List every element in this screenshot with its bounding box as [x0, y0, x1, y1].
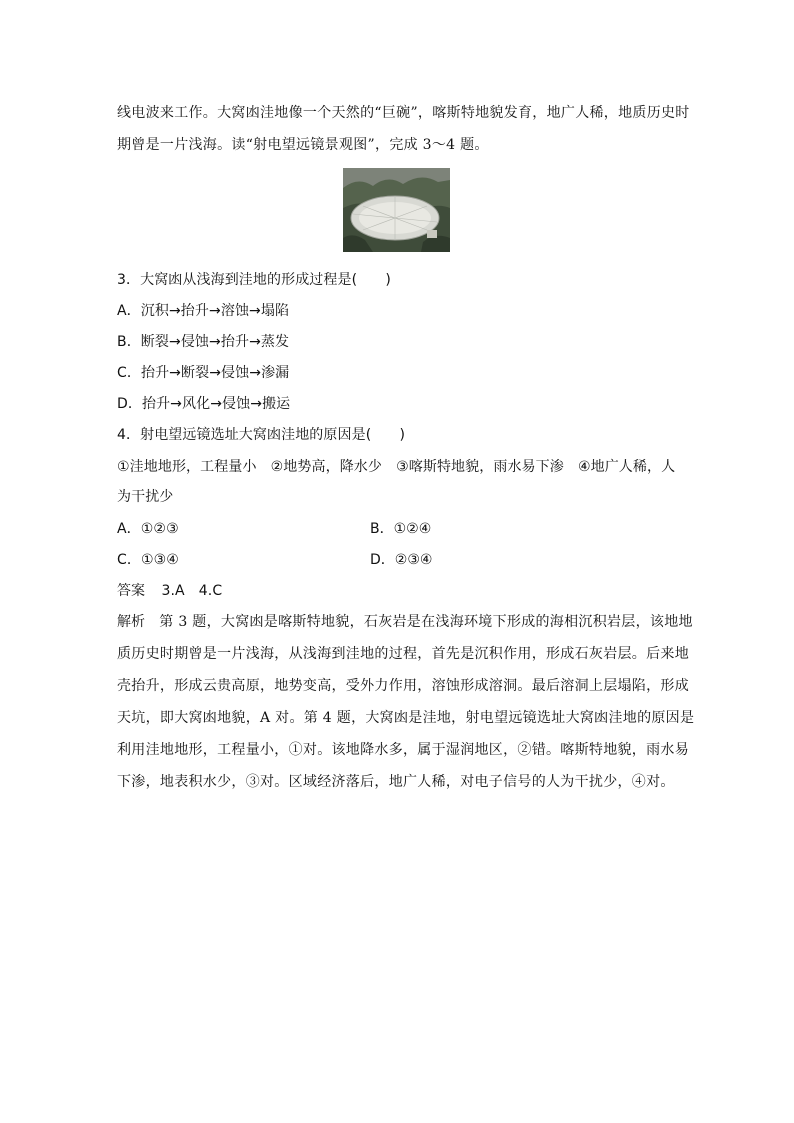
analysis-line-6: 下渗，地表积水少，③对。区域经济落后，地广人稀，对电子信号的人为干扰少，④对。 [117, 774, 675, 790]
intro-line-1: 线电波来工作。大窝凼洼地像一个天然的“巨碗”，喀斯特地貌发育，地广人稀，地质历史时 [117, 105, 690, 121]
answer-line [117, 582, 687, 600]
question-4-option-b: B．①②④ [370, 521, 432, 537]
question-4-statements-line-2: 为干扰少 [117, 489, 174, 505]
question-3-stem: 3．大窝凼从浅海到洼地的形成过程是( ) [117, 272, 391, 288]
question-3-option-b: B．断裂→侵蚀→抬升→蒸发 [117, 334, 290, 350]
question-4-statements-line-1: ①洼地地形，工程量小 ②地势高，降水少 ③喀斯特地貌，雨水易下渗 ④地广人稀，人 [117, 459, 676, 475]
analysis-line-4: 天坑，即大窝凼地貌，A 对。第 4 题，大窝凼是洼地，射电望远镜选址大窝凼洼地的原因是 [117, 710, 695, 726]
question-4-option-d: D．②③④ [370, 552, 433, 568]
answer-label: 答案 [117, 583, 145, 599]
question-3-option-d: D．抬升→风化→侵蚀→搬运 [117, 396, 291, 412]
answer-value: 3.A 4.C [161, 583, 223, 599]
analysis-line-1 [117, 613, 693, 631]
question-4-option-c: C．①③④ [117, 552, 179, 568]
analysis-label: 解析 [117, 614, 145, 630]
analysis-text-1: 第 3 题，大窝凼是喀斯特地貌，石灰岩是在浅海环境下形成的海相沉积岩层，该地地 [145, 614, 693, 630]
question-4-stem: 4．射电望远镜选址大窝凼洼地的原因是( ) [117, 427, 406, 443]
question-3-option-a: A．沉积→抬升→溶蚀→塌陷 [117, 303, 290, 319]
analysis-line-5: 利用洼地地形，工程量小，①对。该地降水多，属于湿润地区，②错。喀斯特地貌，雨水易 [117, 742, 689, 758]
question-4-option-a: A．①②③ [117, 521, 179, 537]
intro-line-2: 期曾是一片浅海。读“射电望远镜景观图”，完成 3～4 题。 [117, 137, 489, 153]
analysis-line-3: 壳抬升，形成云贵高原，地势变高，受外力作用，溶蚀形成溶洞。最后溶洞上层塌陷，形成 [117, 678, 689, 694]
analysis-line-2: 质历史时期曾是一片浅海，从浅海到洼地的过程，首先是沉积作用，形成石灰岩层。后来地 [117, 646, 689, 662]
question-3-option-c: C．抬升→断裂→侵蚀→渗漏 [117, 365, 290, 381]
radio-telescope-photo [343, 168, 450, 252]
